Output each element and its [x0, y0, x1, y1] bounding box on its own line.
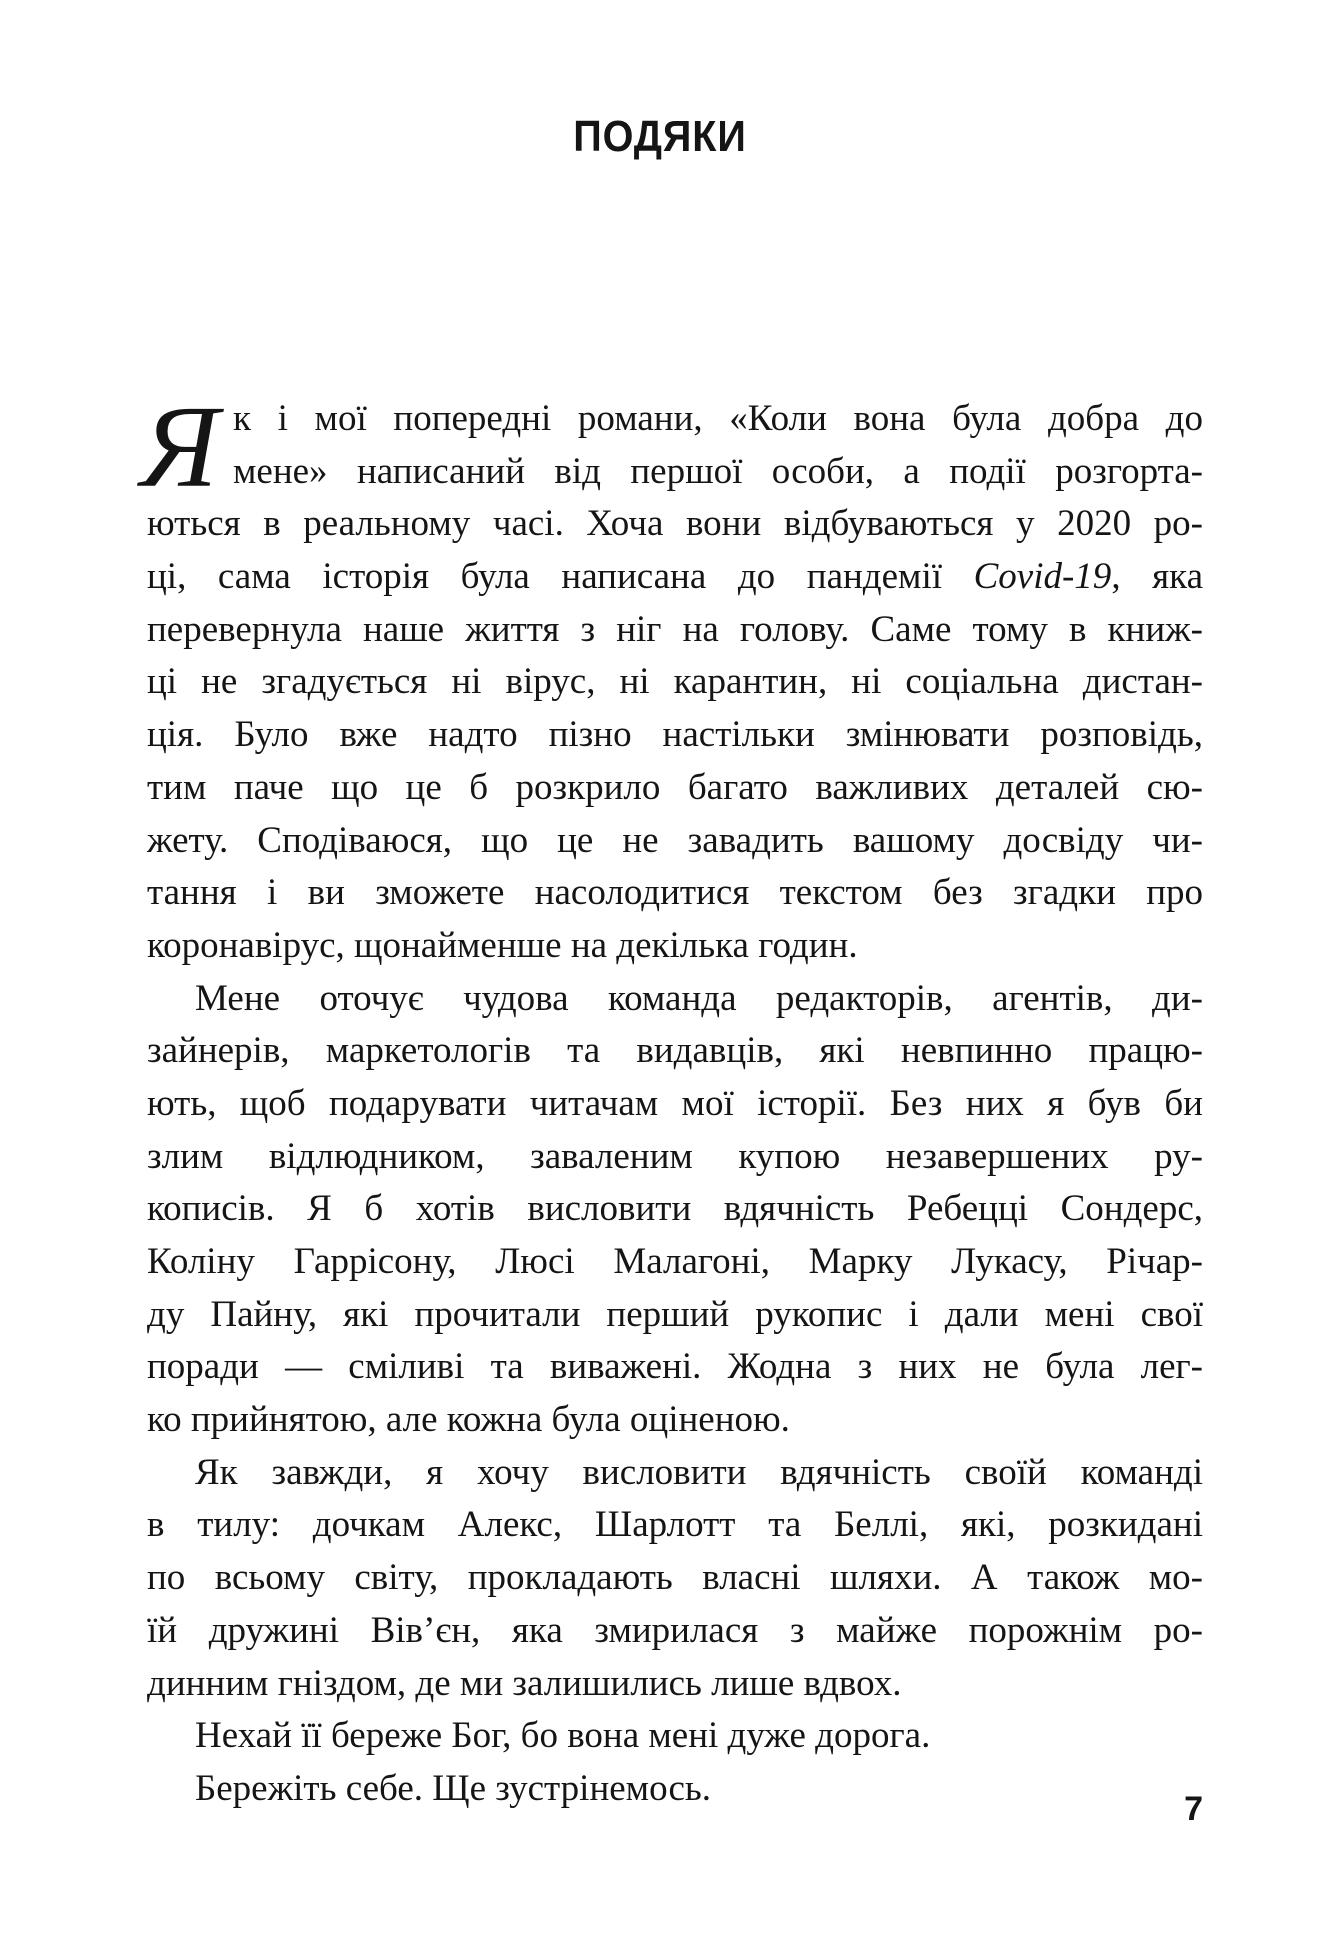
text-line: Мене оточує чудова команда редакторів, агентів, ди- [195, 977, 1203, 1019]
text-line: мене» написаний від першої особи, а події розгорта- [233, 450, 1203, 492]
text-line: зайнерів, маркетологів та видавців, які невпинно працю- [147, 1030, 1203, 1072]
body-text [141, 381, 1204, 1816]
chapter-title: ПОДЯКИ [573, 112, 747, 161]
text-line: ють, щоб подарувати читачам мої історії. Без них я був би [147, 1082, 1203, 1124]
text-line: злим відлюдником, заваленим купою незавершених ру- [147, 1135, 1203, 1177]
text-line: Коліну Гаррісону, Люсі Малагоні, Марку Лукасу, Річар- [147, 1241, 1203, 1282]
drop-cap: Я [141, 381, 219, 512]
text-line: поради — сміливі та виважені. Жодна з них не була лег- [147, 1346, 1203, 1388]
text-line: Нехай її береже Бог, бо вона мені дуже дорога. [195, 1715, 931, 1757]
text-line: кописів. Я б хотів висловити вдячність Ребецці Сондерс, [147, 1188, 1203, 1230]
text-line: динним гніздом, де ми залишились лише вдвох. [147, 1662, 902, 1704]
text-segment: , яка [1111, 556, 1204, 598]
text-line: ду Пайну, які прочитали перший рукопис і дали мені свої [147, 1293, 1203, 1335]
text-line: жету. Сподіваюся, що це не завадить вашому досвіду чи- [147, 819, 1203, 861]
text-line: к і мої попередні романи, «Коли вона була добра до [233, 398, 1203, 439]
text-line: ко прийнятою, але кожна була оціненою. [147, 1399, 790, 1441]
text-line: в тилу: дочкам Алекс, Шарлотт та Беллі, які, розкидані [147, 1504, 1203, 1546]
text-line: ці не згадується ні вірус, ні карантин, ні соціальна дистан- [147, 661, 1203, 703]
text-line [147, 551, 1203, 604]
text-line: по всьому світу, прокладають власні шляхи. А також мо- [147, 1557, 1203, 1599]
text-line: коронавірус, щонайменше на декілька годин. [147, 924, 858, 966]
text-line: тим паче що це б розкрило багато важливих деталей сю- [147, 766, 1203, 808]
text-segment: ці, сама історія була написана до пандемії [147, 556, 974, 598]
text-line: тання і ви зможете насолодитися текстом без згадки про [147, 872, 1203, 914]
text-line: Бережіть себе. Ще зустрінемось. [195, 1767, 712, 1809]
text-line: ція. Було вже надто пізно настільки змінювати розповідь, [147, 714, 1203, 756]
text-line: ються в реальному часі. Хоча вони відбуваються у 2020 ро- [147, 503, 1203, 545]
text-line: перевернула наше життя з ніг на голову. Саме тому в книж- [147, 608, 1203, 650]
text-line: їй дружині Вів’єн, яка змирилася з майже порожнім ро- [147, 1609, 1203, 1651]
page-number: 7 [1184, 1790, 1203, 1828]
text-line: Як завжди, я хочу висловити вдячність своїй команді [195, 1451, 1203, 1493]
italic-term: Covid-19 [973, 556, 1112, 598]
